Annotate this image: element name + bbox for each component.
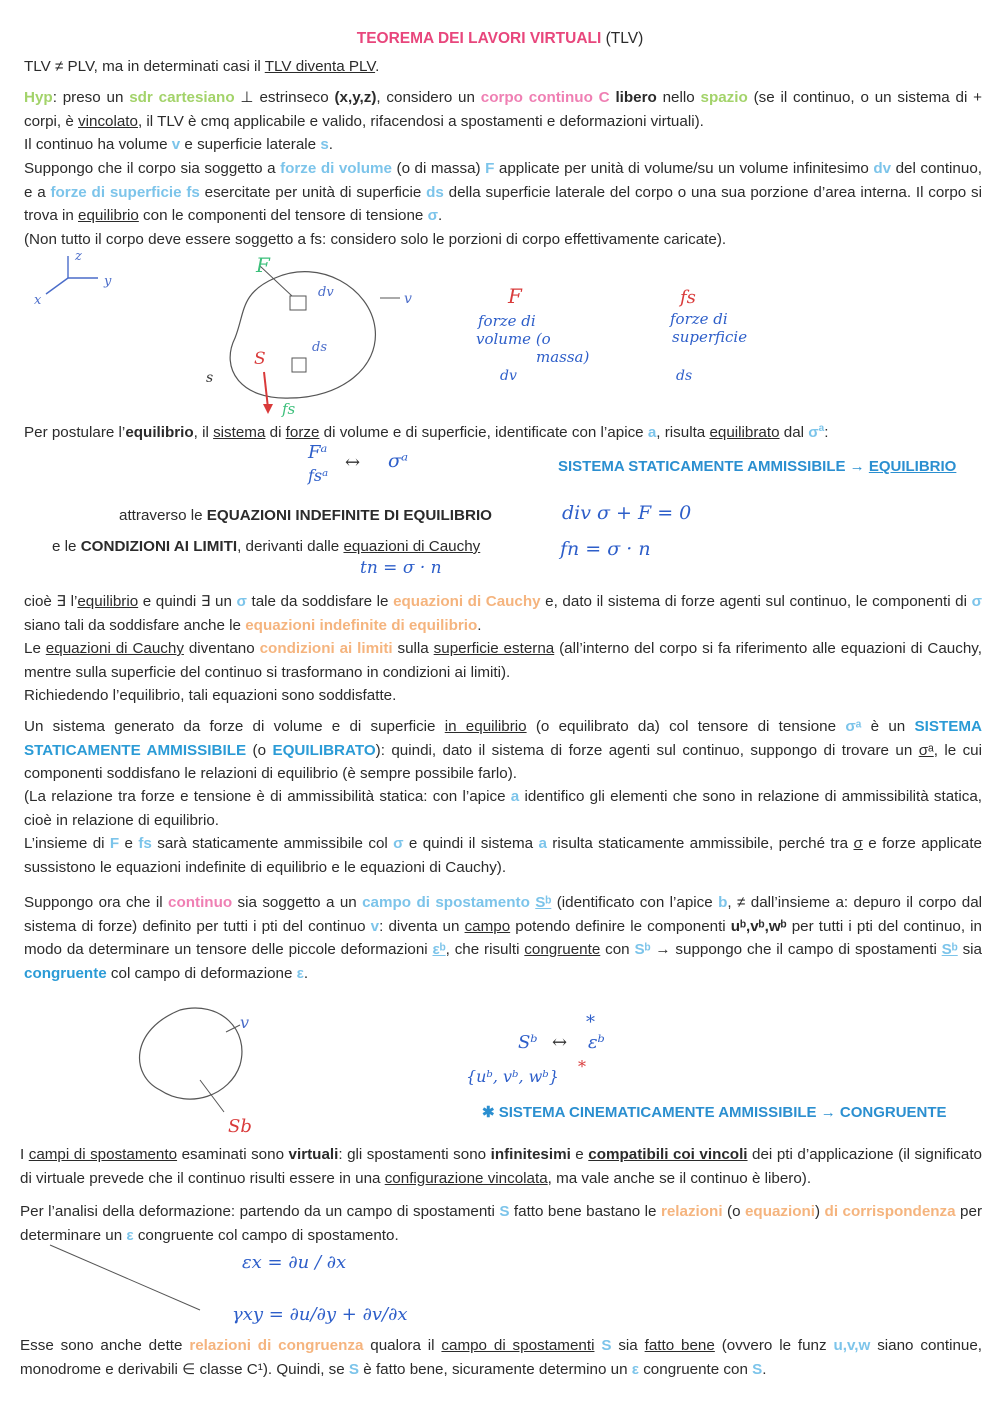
legend-fs-text2: superficie xyxy=(672,328,748,346)
text: ) xyxy=(815,1203,825,1220)
text: dei pti d’applicazione (il significato di virtuale prevede che il continuo risulti essere in una xyxy=(20,1146,982,1187)
text: ): quindi, dato il sistema di forze agenti sul continuo, suppongo di trovare un xyxy=(375,741,919,759)
vincolato-term: vincolato xyxy=(78,112,138,130)
indef-formula: div σ + F = 0 xyxy=(562,502,692,524)
text: Le xyxy=(24,640,46,657)
paragraph-displacement xyxy=(24,891,982,985)
a-term: a xyxy=(647,424,657,442)
title-abbr: (TLV) xyxy=(605,30,644,47)
v-term: v xyxy=(370,917,380,935)
page-title xyxy=(0,30,1000,48)
Sb-term: Sᵇ xyxy=(535,894,552,911)
text: ⊥ estrinseco xyxy=(234,89,335,106)
cauchy-term: equazioni di Cauchy xyxy=(393,593,541,610)
paragraph-static-system xyxy=(24,715,982,786)
equilibrio-term: equilibrio xyxy=(125,424,194,442)
legend-fs: fs xyxy=(680,287,696,308)
text: . xyxy=(303,964,309,982)
equilibrio-term: equilibrio xyxy=(77,593,139,610)
text: Esse sono anche dette xyxy=(20,1337,190,1354)
star-icon: ✱ xyxy=(482,1104,495,1121)
text: (o xyxy=(722,1203,745,1220)
equilibrio-term: equilibrio xyxy=(78,207,139,224)
static-system-text: SISTEMA STATICAMENTE AMMISSIBILE → xyxy=(558,458,869,475)
text: (o xyxy=(246,741,273,759)
a-term: a xyxy=(510,788,520,805)
fv-term: forze di volume xyxy=(280,160,393,177)
paragraph-virtual xyxy=(20,1143,982,1190)
sigma-term: σ xyxy=(393,835,404,852)
static-system-term: SISTEMA STATICAMENTE AMMISSIBILE xyxy=(24,718,982,759)
pair-left: Sᵇ xyxy=(518,1032,538,1053)
cauchy-term: equazioni di Cauchy xyxy=(45,640,184,657)
dv-term: dv xyxy=(873,160,892,177)
ds-square xyxy=(292,358,306,372)
kinematic-system-text: SISTEMA CINEMATICAMENTE AMMISSIBILE → CONGRUENTE xyxy=(498,1104,947,1121)
sigma-term: σ xyxy=(808,424,819,442)
legend-F-dv: dv xyxy=(500,368,517,384)
text: : diventa un xyxy=(379,917,465,935)
text: per tutti i pti del continuo, in modo da determinare un tensore delle piccole deformazioni xyxy=(24,917,982,958)
formulas-sketch xyxy=(20,1240,440,1340)
legend-F-text2: volume (o xyxy=(476,330,551,348)
b-term: b xyxy=(718,894,728,911)
sdr-term: sdr cartesiano xyxy=(129,89,235,106)
intro-line xyxy=(24,55,982,79)
text: , ma vale anche se il continuo è libero). xyxy=(547,1169,812,1187)
text: I xyxy=(20,1146,29,1163)
text: e xyxy=(119,835,139,852)
sup-a: a xyxy=(818,423,825,434)
text: (ovvero le funz xyxy=(714,1337,834,1354)
v-term: v xyxy=(171,136,181,153)
text: , il TLV è cmq applicabile e valido, rifacendosi a spostamenti e deformazioni virtuali). xyxy=(137,112,704,130)
cauchy-formula-right: fn = σ · n xyxy=(560,538,651,560)
text: e quindi ∃ un xyxy=(138,593,237,610)
infinitesimi-term: infinitesimi xyxy=(490,1146,571,1163)
eq-pair-top: Fᵃ xyxy=(308,442,328,463)
text: potendo definire le componenti xyxy=(510,917,731,935)
indef-equations-term: EQUAZIONI INDEFINITE DI EQUILIBRIO xyxy=(206,507,492,524)
text: esaminati sono xyxy=(177,1146,289,1163)
text: congruente col campo di spostamento. xyxy=(133,1226,399,1244)
eps-term: ε xyxy=(631,1360,639,1378)
relazioni-term: relazioni xyxy=(660,1203,723,1220)
star-top: * xyxy=(586,1012,595,1033)
axes-sketch xyxy=(46,256,98,294)
legend-fs-text1: forze di xyxy=(670,310,728,328)
spazio-term: spazio xyxy=(700,89,748,106)
equilibrato-term: EQUILIBRATO xyxy=(272,741,376,759)
text: congruente con xyxy=(638,1360,753,1378)
text: diventano xyxy=(183,640,260,657)
text: , derivanti dalle xyxy=(237,538,344,555)
intro-text: TLV ≠ PLV, ma in determinati casi il xyxy=(24,58,265,75)
F-term: F xyxy=(109,835,120,852)
surface-term: superficie esterna xyxy=(433,640,555,657)
equazioni-term: equazioni xyxy=(744,1203,816,1220)
s-term: s xyxy=(320,136,329,153)
text: attraverso le xyxy=(119,507,207,524)
text: , le cui componenti soddisfano le relazioni di equilibrio (è sempre possibile farlo). xyxy=(24,741,982,782)
text: cioè ∃ l’ xyxy=(24,593,78,610)
sigma-term: σᵃ xyxy=(845,718,862,735)
legend-F: F xyxy=(508,284,522,308)
S-term: S xyxy=(499,1203,510,1220)
indef-equations-line xyxy=(119,507,492,524)
xyz-term: (x,y,z) xyxy=(334,89,377,106)
fatto-bene-term: fatto bene xyxy=(644,1337,715,1354)
v-label: v xyxy=(404,291,412,307)
text: (identificato con l’apice xyxy=(551,894,719,911)
F-term: F xyxy=(485,160,495,177)
libero-term: libero xyxy=(615,89,657,106)
text: sarà staticamente ammissibile col xyxy=(151,835,394,852)
text: qualora il xyxy=(363,1337,442,1354)
eps-term: εᵇ xyxy=(432,941,446,958)
virtuali-term: virtuali xyxy=(288,1146,339,1163)
sigma-term: σ xyxy=(971,593,982,610)
eps-term: ε xyxy=(296,964,304,982)
legend-fs-ds: ds xyxy=(676,368,693,384)
text: è fatto bene, sicuramente determino un xyxy=(359,1360,632,1378)
S-term: S xyxy=(752,1360,763,1378)
ds-term: ds xyxy=(426,183,444,201)
paragraph-note: (Non tutto il corpo deve essere soggetto a fs: considero solo le porzioni di corpo effettivamente caricate). xyxy=(24,231,727,248)
eq-pair-bottom: fsᵃ xyxy=(308,466,329,485)
text: tale da soddisfare le xyxy=(246,593,394,610)
text: . xyxy=(762,1360,767,1378)
boundary-term: CONDIZIONI AI LIMITI xyxy=(80,538,238,555)
kinematic-system-label xyxy=(482,1103,947,1121)
paragraph-volume xyxy=(24,133,982,157)
continuo-term: continuo xyxy=(168,894,233,911)
uvw-term: uᵇ,vᵇ,wᵇ xyxy=(730,917,787,935)
title-main: TEOREMA DEI LAVORI VIRTUALI xyxy=(356,30,602,47)
hyp-label: Hyp xyxy=(24,89,53,106)
campi-term: campi di spostamento xyxy=(28,1146,178,1163)
text: sulla xyxy=(392,640,434,657)
sigma-term: σ xyxy=(427,207,438,224)
eq-pair-right: σᵃ xyxy=(388,450,409,472)
text: siano continue, monodrome e derivabili ∈ classe C¹). Quindi, se xyxy=(20,1337,983,1378)
text: , il xyxy=(193,424,214,442)
text: e xyxy=(570,1146,589,1163)
text: , ≠ dall’insieme a: depuro il corpo dal sistema di forze) definito per tutti i pti del continuo xyxy=(24,894,983,935)
text: (o di massa) xyxy=(392,160,486,177)
text: con le componenti del tensore di tensione xyxy=(138,207,428,224)
S-term: S xyxy=(601,1337,612,1354)
compatibili-term: compatibili coi vincoli xyxy=(588,1146,748,1163)
paragraph-postulate xyxy=(24,417,982,445)
text: . xyxy=(437,207,443,224)
Sb-pointer xyxy=(200,1080,224,1112)
forze-term: forze xyxy=(285,424,320,442)
text: fatto bene bastano le xyxy=(509,1203,661,1220)
axis-y-label: y xyxy=(104,274,112,289)
cauchy-term: equazioni di Cauchy xyxy=(343,538,481,555)
text: sia soggetto a un xyxy=(232,894,363,911)
text: per determinare un xyxy=(20,1203,982,1244)
text: Per postulare l’ xyxy=(24,424,126,442)
static-system-label xyxy=(558,458,956,475)
pair-right: εᵇ xyxy=(588,1032,605,1053)
text: , considero un xyxy=(376,89,481,106)
star-bottom: * xyxy=(578,1057,586,1076)
text: di volume e di superficie, identificate con l’apice xyxy=(319,424,648,442)
equilibrato-term: equilibrato xyxy=(709,424,780,442)
text: del continuo, e a xyxy=(24,160,982,201)
indef-term: equazioni indefinite di equilibrio xyxy=(245,616,478,634)
campo-term: campo di spostamento xyxy=(362,894,530,911)
eq-pair-arrow: ↔ xyxy=(345,452,361,473)
dv-cube xyxy=(290,296,306,310)
text: Un sistema generato da forze di volume e di superficie xyxy=(24,718,445,735)
formula-pointer xyxy=(50,1245,200,1310)
text: col campo di deformazione xyxy=(106,964,297,982)
text: (o equilibrato da) col tensore di tensione xyxy=(526,718,846,735)
uvw-term: u,v,w xyxy=(833,1337,871,1354)
relazioni-term: relazioni di congruenza xyxy=(189,1337,364,1354)
congruente-term: congruente xyxy=(524,941,601,958)
text: e, dato il sistema di forze agenti sul continuo, le componenti di xyxy=(540,593,972,610)
text: identifico gli elementi che sono in relazione di ammissibilità statica, cioè in relazione di equilibrio. xyxy=(24,788,982,829)
text: di xyxy=(265,424,286,442)
S-arrow xyxy=(264,372,268,408)
text: e forze applicate sussistono le equazioni indefinite di equilibrio e le equazioni di Cauchy). xyxy=(24,835,982,876)
text: , risulta xyxy=(656,424,710,442)
conditions-term: condizioni ai limiti xyxy=(259,640,393,657)
text: Il continuo ha volume xyxy=(24,136,172,153)
text: (La relazione tra forze e tensione è di ammissibilità statica: con l’apice xyxy=(24,788,511,805)
text: sia xyxy=(611,1337,645,1354)
legend-F-text1: forze di xyxy=(478,312,536,330)
text: risulta staticamente ammissibile, perché tra xyxy=(546,835,854,852)
body-outline-2 xyxy=(140,1008,242,1099)
fs-term: fs xyxy=(138,835,152,852)
text: dal xyxy=(779,424,809,442)
text: con xyxy=(600,941,635,958)
paragraph-requiring: Richiedendo l’equilibrio, tali equazioni sono soddisfatte. xyxy=(24,687,397,704)
pair-arrow: ↔ xyxy=(552,1032,568,1053)
sketch-body-forces xyxy=(20,248,820,423)
text: L’insieme di xyxy=(24,835,110,852)
text: (all’interno del corpo si fa riferimento alle equazioni di Cauchy, mentre sulla superficie del continuo si trasformano in condizioni ai limiti). xyxy=(24,640,982,681)
fs-term: forze di superficie fs xyxy=(50,183,200,201)
text: . xyxy=(328,136,334,153)
formula-ex: εx = ∂u / ∂x xyxy=(242,1252,347,1273)
congruente-term: congruente xyxy=(24,964,107,982)
static-system-equilibrio: EQUILIBRIO xyxy=(868,458,957,475)
corrispondenza-term: di corrispondenza xyxy=(824,1203,956,1220)
axis-z-label: z xyxy=(75,249,82,264)
a-term: a xyxy=(538,835,547,852)
legend-F-text3: massa) xyxy=(536,348,590,366)
text: : preso un xyxy=(52,89,130,106)
text: nello xyxy=(656,89,701,106)
text: e le xyxy=(52,538,81,555)
text: della superficie laterale del corpo o una sua porzione d’area interna. Il corpo si trova in xyxy=(24,183,982,224)
cauchy-formula-below: tn = σ · n xyxy=(360,558,442,578)
paragraph-hypothesis xyxy=(24,86,982,133)
intro-underlined: TLV diventa PLV xyxy=(264,58,376,75)
text: . xyxy=(477,616,482,634)
fs-label: fs xyxy=(282,400,296,418)
eps-term: ε xyxy=(126,1226,134,1244)
axis-x-label: x xyxy=(34,293,42,308)
F-label: F xyxy=(256,253,270,277)
text: : gli spostamenti sono xyxy=(338,1146,491,1163)
text: è un xyxy=(861,718,915,735)
paragraph-relation xyxy=(24,785,982,832)
text: Per l’analisi della deformazione: partendo da un campo di spostamenti xyxy=(20,1203,500,1220)
text: applicate per unità di volume/su un volume infinitesimo xyxy=(494,160,874,177)
s-label: s xyxy=(206,370,214,386)
ds-label: ds xyxy=(312,340,327,355)
body-outline xyxy=(230,272,375,398)
text: sia xyxy=(957,941,983,958)
text: e superficie laterale xyxy=(180,136,321,153)
in-equilibrio-term: in equilibrio xyxy=(444,718,527,735)
text: Suppongo ora che il xyxy=(24,894,169,911)
dv-label: dv xyxy=(318,285,334,300)
uvw-set: {uᵇ, vᵇ, wᵇ} xyxy=(466,1067,559,1086)
text: siano tali da soddisfare anche le xyxy=(24,616,246,634)
text: esercitate per unità di superficie xyxy=(199,183,427,201)
paragraph-congruence xyxy=(20,1334,982,1381)
paragraph-exists xyxy=(24,590,982,637)
Sb-label: Sb xyxy=(228,1116,252,1137)
campo-term: campo di spostamenti xyxy=(441,1337,595,1354)
paragraph-cauchy xyxy=(24,637,982,684)
Sb-term: Sᵇ xyxy=(941,941,958,958)
sigma-term: σ xyxy=(236,593,247,610)
v-label-2: v xyxy=(240,1013,250,1032)
text: Suppongo che il corpo sia soggetto a xyxy=(24,160,281,177)
paragraph-forces xyxy=(24,157,982,228)
text: , che risulti xyxy=(445,941,525,958)
configurazione-term: configurazione vincolata xyxy=(384,1169,548,1187)
campo-underlined: campo xyxy=(464,917,511,935)
boundary-conditions-line xyxy=(52,538,480,555)
S-term: S xyxy=(348,1360,360,1378)
Sb-term: Sᵇ xyxy=(634,941,651,958)
text: e quindi il sistema xyxy=(403,835,539,852)
corpo-term: corpo continuo C xyxy=(480,89,610,106)
sistema-term: sistema xyxy=(213,424,266,442)
text: : xyxy=(824,424,829,442)
S-label: S xyxy=(254,349,266,369)
formula-gxy: γxy = ∂u/∂y + ∂v/∂x xyxy=(232,1304,408,1325)
intro-end: . xyxy=(375,58,380,75)
paragraph-set xyxy=(24,832,982,879)
text: (se il continuo, o un sistema di + corpi, è xyxy=(24,89,982,130)
sigma-term: σᵃ xyxy=(918,741,934,759)
sketch-displacement xyxy=(100,1000,1000,1145)
sigma-term: σ xyxy=(853,835,863,852)
text: → suppongo che il campo di spostamenti xyxy=(650,941,942,958)
